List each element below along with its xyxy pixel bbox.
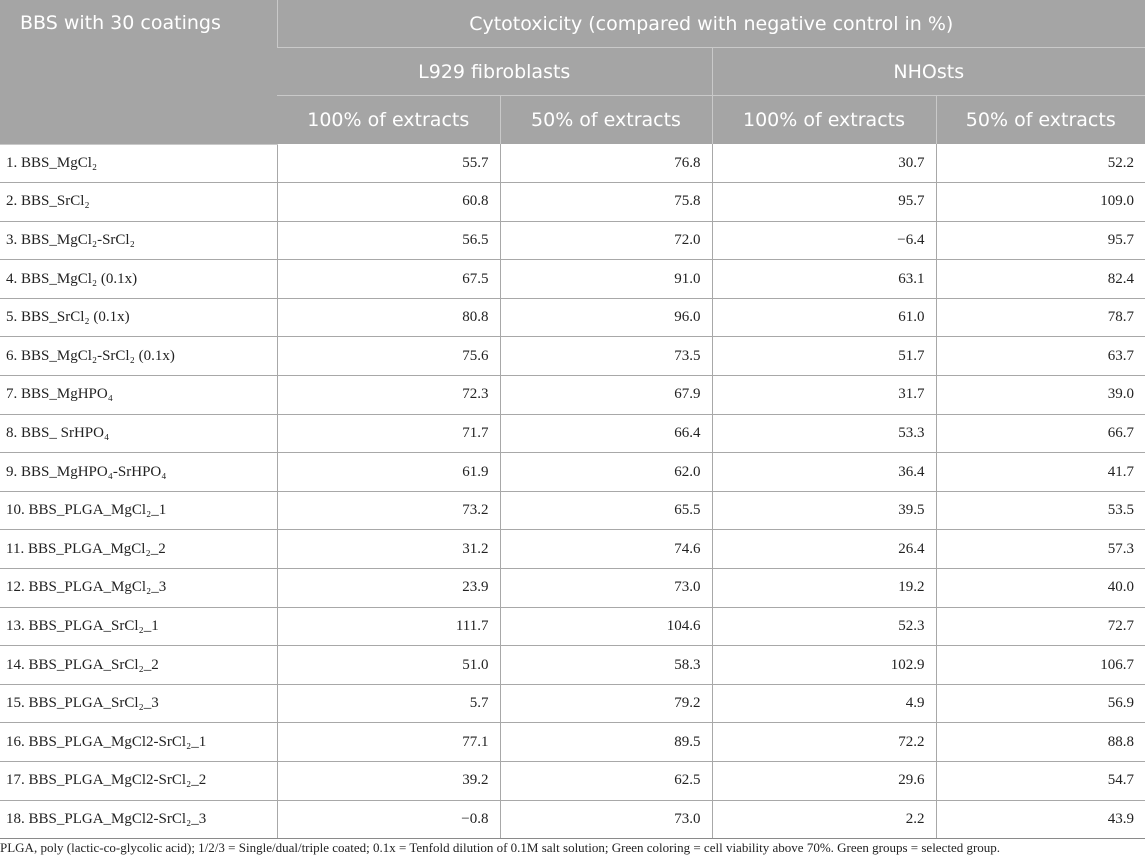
coating-label-cell: 8. BBS_ SrHPO₄ [0,414,277,453]
table-footnote: PLGA, poly (lactic-co-glycolic acid); 1/2/3 = Single/dual/triple coated; 0.1x = Tenfold dilution of 0.1M salt solution; Green coloring = cell viability above 70%. Green groups = selected group. [0,840,1001,855]
coating-column-header: BBS with 30 coatings [0,0,277,144]
value-cell: 89.5 [500,723,712,762]
value-cell: 51.7 [712,337,936,376]
value-cell: 52.3 [712,607,936,646]
value-cell: 73.5 [500,337,712,376]
value-cell: 39.0 [936,376,1145,415]
value-cell: 51.0 [277,646,500,685]
value-cell: 31.7 [712,376,936,415]
value-cell: 39.5 [712,491,936,530]
l929-header: L929 fibroblasts [277,48,712,96]
value-cell: 75.8 [500,183,712,222]
value-cell: 67.9 [500,376,712,415]
value-cell: 72.0 [500,221,712,260]
value-cell: 66.4 [500,414,712,453]
value-cell: 106.7 [936,646,1145,685]
table-row [0,298,1145,337]
value-cell: 73.2 [277,491,500,530]
value-cell: 31.2 [277,530,500,569]
table-row [0,684,1145,723]
value-cell: 96.0 [500,298,712,337]
value-cell: 60.8 [277,183,500,222]
coating-label-cell: 5. BBS_SrCl₂ (0.1x) [0,298,277,337]
table-row [0,260,1145,299]
value-cell: 63.1 [712,260,936,299]
value-cell: −6.4 [712,221,936,260]
value-cell: 54.7 [936,762,1145,801]
value-cell: 41.7 [936,453,1145,492]
value-cell: 57.3 [936,530,1145,569]
value-cell: 61.9 [277,453,500,492]
value-cell: 76.8 [500,144,712,183]
value-cell: 74.6 [500,530,712,569]
value-cell: 71.7 [277,414,500,453]
value-cell: 56.9 [936,684,1145,723]
coating-label-cell: 2. BBS_SrCl₂ [0,183,277,222]
coating-label-cell: 7. BBS_MgHPO₄ [0,376,277,415]
table-row [0,569,1145,608]
value-cell: 79.2 [500,684,712,723]
coating-label-cell: 10. BBS_PLGA_MgCl₂_1 [0,491,277,530]
value-cell: 95.7 [936,221,1145,260]
coating-label-cell: 4. BBS_MgCl₂ (0.1x) [0,260,277,299]
coating-label-cell: 14. BBS_PLGA_SrCl₂_2 [0,646,277,685]
value-cell: 26.4 [712,530,936,569]
l929-100-header: 100% of extracts [277,96,500,145]
table-row [0,800,1145,839]
table-row [0,453,1145,492]
value-cell: 2.2 [712,800,936,839]
nhosts-100-header: 100% of extracts [712,96,936,145]
coating-label-cell: 13. BBS_PLGA_SrCl₂_1 [0,607,277,646]
table-row [0,530,1145,569]
value-cell: 78.7 [936,298,1145,337]
value-cell: 5.7 [277,684,500,723]
value-cell: 53.5 [936,491,1145,530]
value-cell: 62.0 [500,453,712,492]
value-cell: 75.6 [277,337,500,376]
value-cell: 55.7 [277,144,500,183]
value-cell: 72.2 [712,723,936,762]
l929-50-header: 50% of extracts [500,96,712,145]
cytotoxicity-group-header: Cytotoxicity (compared with negative control in %) [277,0,1145,48]
nhosts-header: NHOsts [712,48,1145,96]
table-row [0,762,1145,801]
table-row [0,221,1145,260]
coating-label-cell: 18. BBS_PLGA_MgCl2-SrCl₂_3 [0,800,277,839]
value-cell: −0.8 [277,800,500,839]
table-body [0,144,1145,839]
coating-label-cell: 12. BBS_PLGA_MgCl₂_3 [0,569,277,608]
value-cell: 30.7 [712,144,936,183]
value-cell: 56.5 [277,221,500,260]
nhosts-50-header: 50% of extracts [936,96,1145,145]
table-row [0,646,1145,685]
value-cell: 72.7 [936,607,1145,646]
value-cell: 91.0 [500,260,712,299]
table-row [0,337,1145,376]
value-cell: 88.8 [936,723,1145,762]
table-row [0,183,1145,222]
coating-label-cell: 3. BBS_MgCl₂-SrCl₂ [0,221,277,260]
coating-label-cell: 16. BBS_PLGA_MgCl2-SrCl₂_1 [0,723,277,762]
value-cell: 58.3 [500,646,712,685]
value-cell: 67.5 [277,260,500,299]
value-cell: 29.6 [712,762,936,801]
value-cell: 43.9 [936,800,1145,839]
value-cell: 111.7 [277,607,500,646]
value-cell: 23.9 [277,569,500,608]
table-header [0,0,1145,144]
value-cell: 40.0 [936,569,1145,608]
coating-label-cell: 1. BBS_MgCl₂ [0,144,277,183]
value-cell: 95.7 [712,183,936,222]
table-row [0,491,1145,530]
coating-label-cell: 9. BBS_MgHPO₄-SrHPO₄ [0,453,277,492]
value-cell: 77.1 [277,723,500,762]
value-cell: 39.2 [277,762,500,801]
value-cell: 53.3 [712,414,936,453]
coating-label-cell: 15. BBS_PLGA_SrCl₂_3 [0,684,277,723]
value-cell: 36.4 [712,453,936,492]
value-cell: 80.8 [277,298,500,337]
value-cell: 73.0 [500,800,712,839]
value-cell: 61.0 [712,298,936,337]
table-row [0,376,1145,415]
value-cell: 52.2 [936,144,1145,183]
value-cell: 4.9 [712,684,936,723]
value-cell: 66.7 [936,414,1145,453]
table-row [0,607,1145,646]
coating-label-cell: 11. BBS_PLGA_MgCl₂_2 [0,530,277,569]
value-cell: 73.0 [500,569,712,608]
value-cell: 72.3 [277,376,500,415]
table-row [0,723,1145,762]
value-cell: 63.7 [936,337,1145,376]
coating-label-cell: 6. BBS_MgCl₂-SrCl₂ (0.1x) [0,337,277,376]
table-row [0,144,1145,183]
value-cell: 82.4 [936,260,1145,299]
table-row [0,414,1145,453]
value-cell: 65.5 [500,491,712,530]
value-cell: 62.5 [500,762,712,801]
coating-label-cell: 17. BBS_PLGA_MgCl2-SrCl₂_2 [0,762,277,801]
value-cell: 109.0 [936,183,1145,222]
value-cell: 19.2 [712,569,936,608]
value-cell: 102.9 [712,646,936,685]
value-cell: 104.6 [500,607,712,646]
